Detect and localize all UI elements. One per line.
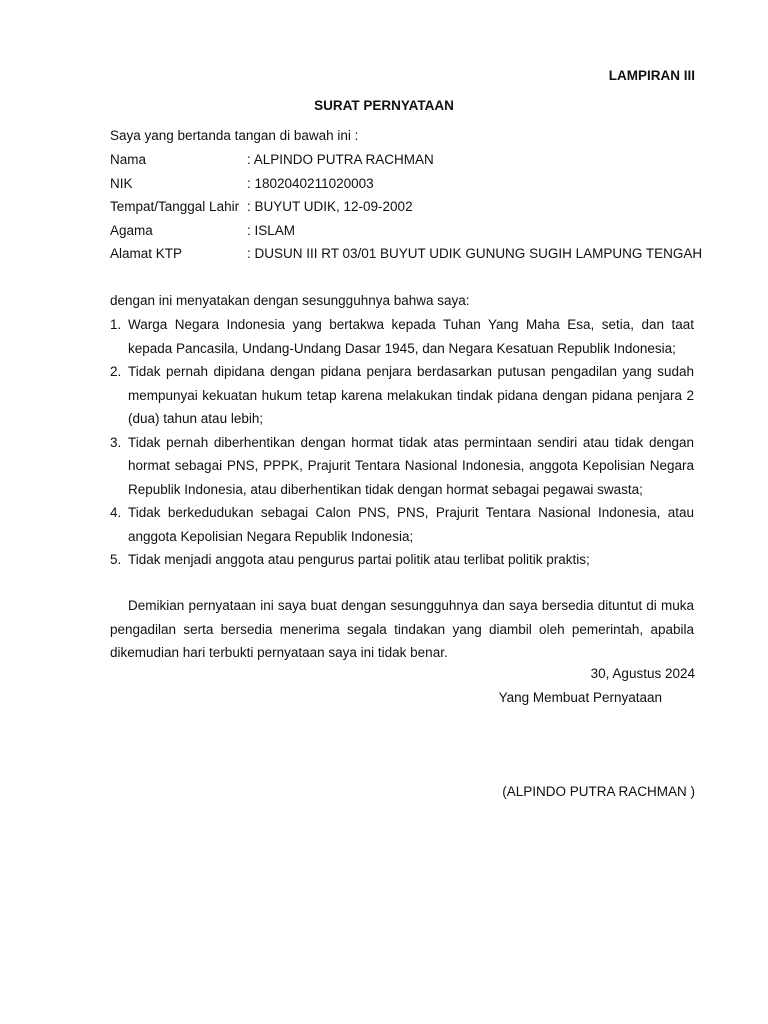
statement-item xyxy=(110,548,694,572)
statement-number: 3. xyxy=(110,434,122,450)
statement-number: 1. xyxy=(110,317,122,332)
signature-maker-label: Yang Membuat Pernyataan xyxy=(498,690,662,705)
intro-text: Saya yang bertanda tangan di bawah ini : xyxy=(110,128,359,143)
statement-text: Tidak berkedudukan sebagai Calon PNS, PNS, Prajurit Tentara Nasional Indonesia, atau anggota Kepolisian Negara Republik Indonesia; xyxy=(128,505,694,544)
field-value-nik: : 1802040211020003 xyxy=(247,176,374,191)
statement-text: Tidak pernah dipidana dengan pidana penjara berdasarkan putusan pengadilan yang sudah mempunyai kekuatan hukum tetap karena melakukan tindak pidana dengan pidana penjara 2 (dua) tahun atau lebih; xyxy=(128,364,694,426)
statement-item xyxy=(110,501,694,548)
field-value-ttl: : BUYUT UDIK, 12-09-2002 xyxy=(247,199,413,214)
field-label-nama: Nama xyxy=(110,152,147,167)
signature-name: (ALPINDO PUTRA RACHMAN ) xyxy=(502,784,695,799)
statement-item xyxy=(110,313,694,360)
field-label-alamat: Alamat KTP xyxy=(110,246,183,261)
field-value-agama: : ISLAM xyxy=(247,223,296,238)
field-value-alamat: : DUSUN III RT 03/01 BUYUT UDIK GUNUNG SUGIH LAMPUNG TENGAH xyxy=(247,246,703,261)
document-title: SURAT PERNYATAAN xyxy=(314,98,454,113)
statement-number: 4. xyxy=(110,505,122,520)
statement-item xyxy=(110,360,694,431)
statement-number: 5. xyxy=(110,552,122,567)
field-label-ttl: Tempat/Tanggal Lahir xyxy=(110,199,240,214)
declaration-intro: dengan ini menyatakan dengan sesungguhnya bahwa saya: xyxy=(110,293,470,308)
closing-paragraph: Demikian pernyataan ini saya buat dengan sesungguhnya dan saya bersedia dituntut di muka pengadilan serta bersedia menerima segala tindakan yang diambil oleh pemerintah, apabila dikemudian hari terbukti pernyataan saya ini tidak benar. xyxy=(110,598,694,660)
statement-number: 2. xyxy=(110,364,122,379)
statement-list xyxy=(110,313,694,572)
field-label-nik: NIK xyxy=(110,176,133,191)
statement-text: Tidak menjadi anggota atau pengurus partai politik atau terlibat politik praktis; xyxy=(128,552,590,567)
field-label-agama: Agama xyxy=(110,223,153,238)
field-value-nama: : ALPINDO PUTRA RACHMAN xyxy=(247,152,434,167)
statement-item xyxy=(110,431,694,502)
attachment-label: LAMPIRAN III xyxy=(608,68,695,83)
signature-date: 30, Agustus 2024 xyxy=(590,666,695,681)
statement-text: Warga Negara Indonesia yang bertakwa kepada Tuhan Yang Maha Esa, setia, dan taat kepada Pancasila, Undang-Undang Dasar 1945, dan Negara Kesatuan Republik Indonesia; xyxy=(128,317,694,356)
statement-text: Tidak pernah diberhentikan dengan hormat tidak atas permintaan sendiri atau tidak dengan hormat sebagai PNS, PPPK, Prajurit Tentara Nasional Indonesia, anggota Kepolisian Negara Republik Indonesia, atau diberhentikan tidak dengan hormat sebagai pegawai swasta; xyxy=(128,434,694,497)
